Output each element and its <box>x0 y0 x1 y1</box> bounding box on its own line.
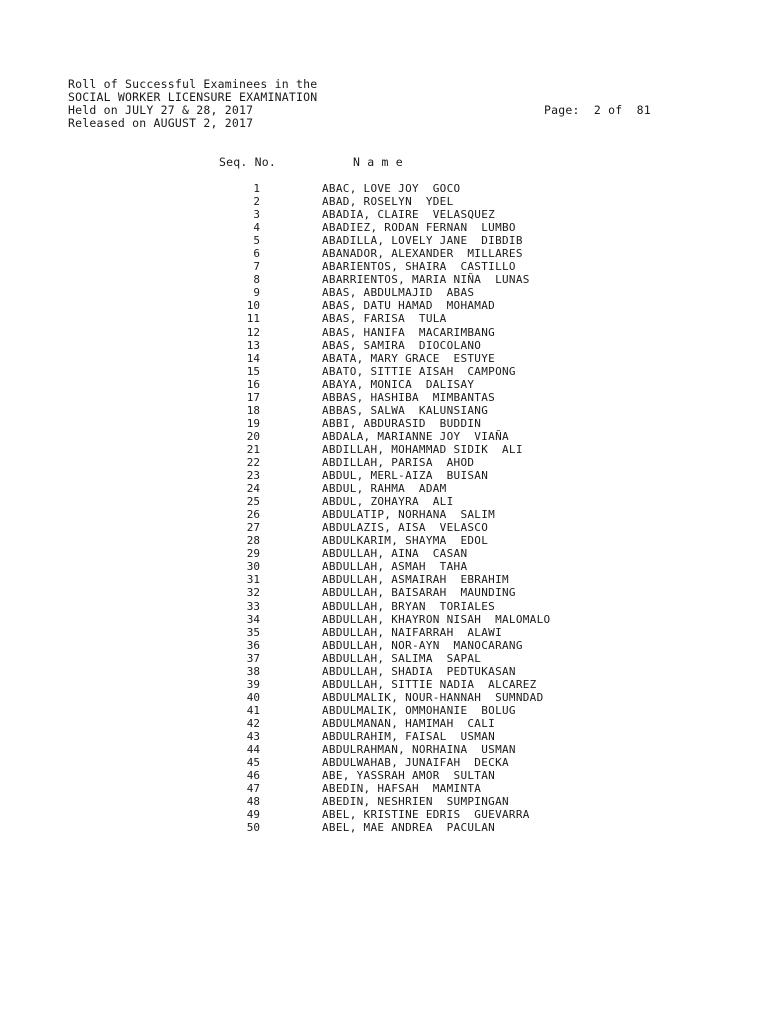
seq-number: 48 <box>246 795 260 809</box>
examinee-name: ABDULRAHMAN, NORHAINA USMAN <box>322 743 516 757</box>
examinee-row <box>0 691 768 704</box>
seq-number: 6 <box>253 247 260 261</box>
page-number: Page: 2 of 81 <box>544 103 651 117</box>
examinee-row <box>0 743 768 756</box>
seq-number: 38 <box>246 664 260 678</box>
examinee-name: ABDULLAH, BRYAN TORIALES <box>322 599 496 613</box>
examinee-name: ABDILLAH, MOHAMMAD SIDIK ALI <box>322 442 523 456</box>
examinee-name: ABDUL, MERL-AIZA BUISAN <box>322 469 489 483</box>
examinee-name: ABDULLAH, NAIFARRAH ALAWI <box>322 625 502 639</box>
examinee-row <box>0 326 768 339</box>
seq-number: 40 <box>246 690 260 704</box>
seq-number: 35 <box>246 625 260 639</box>
document-title-line-1: Roll of Successful Examinees in the <box>68 77 318 91</box>
examinee-row <box>0 521 768 534</box>
examinee-row <box>0 182 768 195</box>
examinee-row <box>0 391 768 404</box>
seq-number: 23 <box>246 469 260 483</box>
examinee-row <box>0 534 768 547</box>
examinee-row <box>0 704 768 717</box>
examinee-row <box>0 469 768 482</box>
examinee-name: ABARRIENTOS, MARIA NIÑA LUNAS <box>322 273 530 287</box>
examinee-name: ABBAS, SALWA KALUNSIANG <box>322 403 489 417</box>
examinee-row <box>0 208 768 221</box>
examinee-row <box>0 482 768 495</box>
examinee-name: ABAS, HANIFA MACARIMBANG <box>322 325 496 339</box>
examinee-name: ABDILLAH, PARISA AHOD <box>322 455 475 469</box>
seq-number: 27 <box>246 521 260 535</box>
examinee-row <box>0 626 768 639</box>
seq-number: 17 <box>246 390 260 404</box>
seq-number: 41 <box>246 703 260 717</box>
examinee-row <box>0 678 768 691</box>
examinee-name: ABDULLAH, SHADIA PEDTUKASAN <box>322 664 516 678</box>
examinee-row <box>0 600 768 613</box>
examinee-name: ABDULATIP, NORHANA SALIM <box>322 508 496 522</box>
examinee-row <box>0 404 768 417</box>
seq-number: 13 <box>246 338 260 352</box>
examinee-name: ABDULLAH, ASMAIRAH EBRAHIM <box>322 573 509 587</box>
examinee-row <box>0 247 768 260</box>
examinee-name: ABANADOR, ALEXANDER MILLARES <box>322 247 523 261</box>
examinee-name: ABEL, KRISTINE EDRIS GUEVARRA <box>322 808 530 822</box>
examinee-name: ABDUL, RAHMA ADAM <box>322 482 447 496</box>
examinee-row <box>0 221 768 234</box>
seq-number: 39 <box>246 677 260 691</box>
examinee-name: ABAC, LOVE JOY GOCO <box>322 182 461 195</box>
examinee-name: ABAS, ABDULMAJID ABAS <box>322 286 475 300</box>
seq-number: 43 <box>246 729 260 743</box>
examinee-name: ABDULMALIK, OMMOHANIE BOLUG <box>322 703 516 717</box>
seq-number: 31 <box>246 573 260 587</box>
examinee-row <box>0 299 768 312</box>
seq-number: 26 <box>246 508 260 522</box>
examinee-name: ABDULLAH, AINA CASAN <box>322 547 468 561</box>
examinee-row <box>0 378 768 391</box>
seq-number: 3 <box>253 208 260 222</box>
exam-dates: Held on JULY 27 & 28, 2017 <box>68 103 254 117</box>
examinee-name: ABADILLA, LOVELY JANE DIBDIB <box>322 234 523 248</box>
examinee-name: ABDULLAH, BAISARAH MAUNDING <box>322 586 516 600</box>
examinee-row <box>0 286 768 299</box>
seq-number: 45 <box>246 756 260 770</box>
seq-number: 10 <box>246 299 260 313</box>
examinee-row <box>0 547 768 560</box>
examinee-row <box>0 417 768 430</box>
examinee-row <box>0 782 768 795</box>
examinee-row <box>0 430 768 443</box>
seq-number: 14 <box>246 351 260 365</box>
seq-number: 36 <box>246 638 260 652</box>
examinee-name: ABDULLAH, NOR-AYN MANOCARANG <box>322 638 523 652</box>
examinee-name: ABDULWAHAB, JUNAIFAH DECKA <box>322 756 509 770</box>
seq-number: 46 <box>246 769 260 783</box>
examinee-row <box>0 769 768 782</box>
seq-number: 5 <box>253 234 260 248</box>
seq-number: 24 <box>246 482 260 496</box>
examinee-name: ABDULMALIK, NOUR-HANNAH SUMNDAD <box>322 690 544 704</box>
examinee-name: ABDULRAHIM, FAISAL USMAN <box>322 729 496 743</box>
seq-number: 30 <box>246 560 260 574</box>
seq-number: 34 <box>246 612 260 626</box>
seq-number: 15 <box>246 364 260 378</box>
examinee-name: ABAS, DATU HAMAD MOHAMAD <box>322 299 496 313</box>
seq-number: 21 <box>246 442 260 456</box>
examinee-row <box>0 613 768 626</box>
examinee-row <box>0 665 768 678</box>
examinee-row <box>0 586 768 599</box>
examinee-name: ABARIENTOS, SHAIRA CASTILLO <box>322 260 516 274</box>
examinee-row <box>0 808 768 821</box>
seq-number: 18 <box>246 403 260 417</box>
examinee-row <box>0 273 768 286</box>
examinee-name: ABDULMANAN, HAMIMAH CALI <box>322 716 496 730</box>
examinee-name: ABDULLAH, ASMAH TAHA <box>322 560 468 574</box>
seq-number: 50 <box>246 821 260 835</box>
examinee-name: ABE, YASSRAH AMOR SULTAN <box>322 769 496 783</box>
examinee-name: ABDULKARIM, SHAYMA EDOL <box>322 534 489 548</box>
seq-number: 44 <box>246 743 260 757</box>
seq-number: 37 <box>246 651 260 665</box>
examinee-name: ABBI, ABDURASID BUDDIN <box>322 416 482 430</box>
examinee-name: ABAS, FARISA TULA <box>322 312 447 326</box>
examinee-name: ABDUL, ZOHAYRA ALI <box>322 495 454 509</box>
seq-number: 4 <box>253 221 260 235</box>
examinee-row <box>0 339 768 352</box>
examinee-name: ABEL, MAE ANDREA PACULAN <box>322 821 496 835</box>
seq-number: 49 <box>246 808 260 822</box>
examinee-name: ABEDIN, NESHRIEN SUMPINGAN <box>322 795 509 809</box>
examinee-list <box>0 182 768 834</box>
seq-number: 22 <box>246 455 260 469</box>
seq-number: 29 <box>246 547 260 561</box>
seq-number: 19 <box>246 416 260 430</box>
seq-number: 20 <box>246 429 260 443</box>
examinee-name: ABEDIN, HAFSAH MAMINTA <box>322 782 482 796</box>
seq-number: 16 <box>246 377 260 391</box>
seq-number: 28 <box>246 534 260 548</box>
seq-number: 9 <box>253 286 260 300</box>
examinee-name: ABAYA, MONICA DALISAY <box>322 377 475 391</box>
document-title-line-2: SOCIAL WORKER LICENSURE EXAMINATION <box>68 90 318 104</box>
examinee-name: ABDULLAH, SALIMA SAPAL <box>322 651 482 665</box>
examinee-row <box>0 365 768 378</box>
release-date: Released on AUGUST 2, 2017 <box>68 116 254 130</box>
examinee-name: ABAD, ROSELYN YDEL <box>322 195 454 209</box>
seq-number: 1 <box>253 182 260 195</box>
examinee-name: ABDALA, MARIANNE JOY VIAÑA <box>322 429 509 443</box>
examinee-name: ABATO, SITTIE AISAH CAMPONG <box>322 364 516 378</box>
examinee-row <box>0 573 768 586</box>
examinee-name: ABBAS, HASHIBA MIMBANTAS <box>322 390 496 404</box>
examinee-row <box>0 495 768 508</box>
examinee-name: ABADIA, CLAIRE VELASQUEZ <box>322 208 496 222</box>
examinee-row <box>0 821 768 834</box>
examinee-row <box>0 508 768 521</box>
seq-number: 42 <box>246 716 260 730</box>
seq-number: 12 <box>246 325 260 339</box>
seq-number: 32 <box>246 586 260 600</box>
examinee-name: ABDULAZIS, AISA VELASCO <box>322 521 489 535</box>
examinee-name: ABDULLAH, SITTIE NADIA ALCAREZ <box>322 677 537 691</box>
examinee-row <box>0 560 768 573</box>
examinee-row <box>0 717 768 730</box>
examinee-row <box>0 234 768 247</box>
seq-number: 33 <box>246 599 260 613</box>
seq-column-header: Seq. No. <box>219 155 276 169</box>
examinee-name: ABAS, SAMIRA DIOCOLANO <box>322 338 482 352</box>
examinee-row <box>0 352 768 365</box>
seq-number: 11 <box>246 312 260 326</box>
name-column-header: N a m e <box>353 155 403 169</box>
examinee-row <box>0 456 768 469</box>
examinee-row <box>0 756 768 769</box>
examinee-name: ABADIEZ, RODAN FERNAN LUMBO <box>322 221 516 235</box>
examinee-row <box>0 312 768 325</box>
seq-number: 2 <box>253 195 260 209</box>
seq-number: 47 <box>246 782 260 796</box>
examinee-row <box>0 639 768 652</box>
seq-number: 8 <box>253 273 260 287</box>
examinee-row <box>0 652 768 665</box>
examinee-row <box>0 260 768 273</box>
seq-number: 7 <box>253 260 260 274</box>
examinee-row <box>0 195 768 208</box>
seq-number: 25 <box>246 495 260 509</box>
examinee-row <box>0 730 768 743</box>
examinee-row <box>0 443 768 456</box>
examinee-name: ABDULLAH, KHAYRON NISAH MALOMALO <box>322 612 551 626</box>
examinee-row <box>0 795 768 808</box>
examinee-name: ABATA, MARY GRACE ESTUYE <box>322 351 496 365</box>
